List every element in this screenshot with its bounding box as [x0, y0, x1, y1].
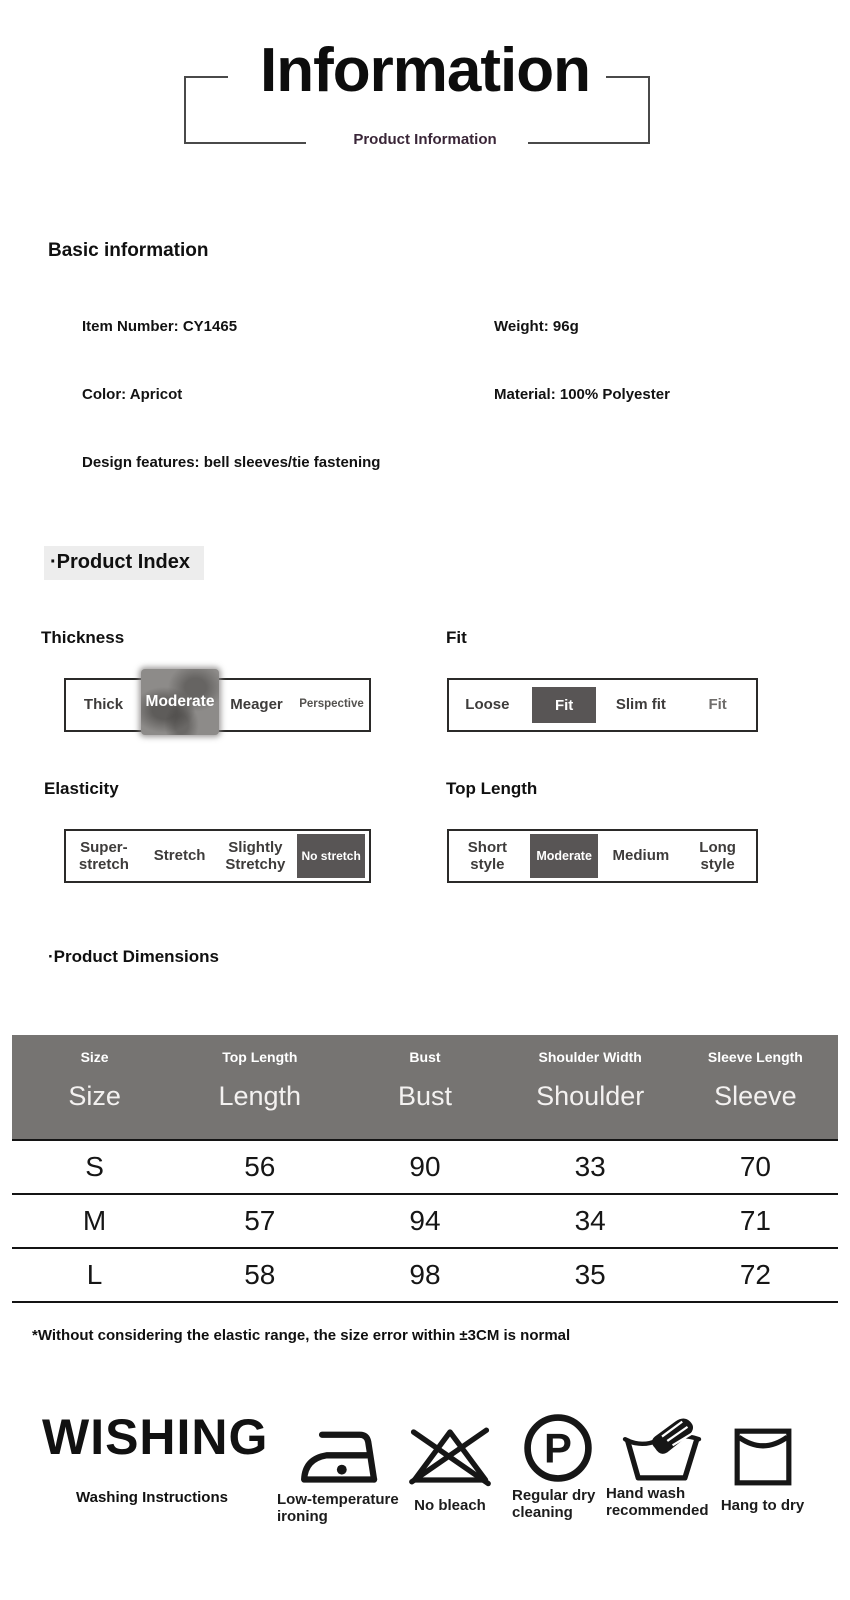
option-label: Perspective	[299, 698, 364, 711]
selected-option-chip: No stretch	[297, 834, 365, 878]
top-length-option-moderate	[526, 831, 603, 881]
selected-option-chip: Moderate	[141, 669, 219, 735]
col-header-top-length: Top Length	[222, 1049, 298, 1065]
table-row-m	[12, 1193, 838, 1247]
elasticity-option-slightly-stretchy	[218, 831, 294, 881]
elasticity-option-super-stretch	[66, 831, 142, 881]
cell-sleeve: 71	[739, 1205, 771, 1236]
option-label: Thick	[83, 696, 124, 714]
wash-item-ironing	[277, 1422, 402, 1526]
product-index-heading: ·Product Index	[44, 546, 204, 580]
wash-item-no-bleach	[400, 1422, 500, 1514]
cell-length: 58	[244, 1259, 276, 1290]
size-table-header	[12, 1035, 838, 1139]
top-length-option-medium	[603, 831, 680, 881]
cell-size: L	[86, 1259, 103, 1290]
col-header-shoulder-width: Shoulder Width	[538, 1049, 642, 1065]
fit-label: Fit	[446, 628, 467, 647]
option-label: Long style	[699, 838, 736, 873]
top-length-option-long-style	[679, 831, 756, 881]
elasticity-option-stretch	[142, 831, 218, 881]
option-label: Super-stretch	[78, 838, 129, 873]
selected-option-chip: Moderate	[530, 834, 598, 878]
fit-selector	[447, 678, 758, 732]
thickness-label: Thickness	[41, 628, 125, 647]
cell-size: S	[85, 1151, 104, 1182]
elasticity-option-no-stretch	[293, 831, 369, 881]
item-weight: Weight: 96g	[494, 318, 579, 335]
option-label: Slim fit	[615, 696, 666, 714]
wash-item-label: Hang to dry	[720, 1497, 805, 1514]
option-label: Meager	[230, 696, 283, 714]
col-header-shoulder-main: Shoulder	[536, 1081, 645, 1111]
brand-wordmark: WISHING	[42, 1409, 269, 1465]
col-header-sleeve-main: Sleeve	[714, 1081, 797, 1111]
iron-icon	[297, 1422, 383, 1488]
svg-text:P: P	[544, 1424, 572, 1472]
size-table	[12, 1035, 838, 1303]
option-label: Medium	[612, 847, 670, 865]
hang-dry-icon	[732, 1422, 794, 1488]
bracket-right-top	[606, 76, 650, 78]
col-header-bust-main: Bust	[397, 1081, 452, 1111]
hand-wash-icon	[618, 1418, 706, 1484]
cell-shoulder: 35	[574, 1259, 606, 1290]
cell-sleeve: 72	[739, 1259, 771, 1290]
product-dimensions-heading: ·Product Dimensions	[48, 947, 219, 966]
col-header-length-main: Length	[218, 1081, 302, 1111]
wash-item-label: No bleach	[414, 1497, 486, 1514]
wash-item-label: Regular dry cleaning	[512, 1487, 596, 1522]
col-header-sleeve-length: Sleeve Length	[707, 1049, 803, 1065]
wash-item-dry-clean	[508, 1420, 608, 1522]
cell-length: 56	[244, 1151, 276, 1182]
top-length-label: Top Length	[446, 779, 538, 798]
cell-sleeve: 70	[739, 1151, 771, 1182]
top-length-option-short-style	[449, 831, 526, 881]
fit-option-fit-2	[679, 680, 756, 730]
wash-item-hand-wash	[606, 1418, 718, 1520]
thickness-option-moderate	[141, 680, 219, 730]
bracket-left-top	[184, 76, 228, 78]
cell-bust: 94	[409, 1205, 441, 1236]
top-length-selector	[447, 829, 758, 883]
size-table-header-main-row	[12, 1081, 838, 1112]
no-bleach-icon	[405, 1422, 495, 1488]
basic-info-heading: Basic information	[48, 240, 209, 261]
col-header-size: Size	[80, 1049, 109, 1065]
size-table-header-top-row	[12, 1049, 838, 1065]
option-label: Stretch	[153, 847, 206, 865]
selected-option-chip: Fit	[532, 687, 596, 723]
col-header-bust: Bust	[409, 1049, 441, 1065]
table-row-l	[12, 1247, 838, 1303]
item-number: Item Number: CY1465	[82, 318, 238, 335]
thickness-option-thick	[66, 680, 141, 730]
cell-shoulder: 34	[574, 1205, 606, 1236]
option-label: Loose	[465, 696, 510, 714]
item-material: Material: 100% Polyester	[494, 386, 670, 403]
dry-clean-icon	[520, 1420, 596, 1486]
item-color: Color: Apricot	[82, 386, 183, 403]
elasticity-selector	[64, 829, 371, 883]
page-subtitle: Product Information	[353, 131, 497, 148]
cell-length: 57	[244, 1205, 276, 1236]
cell-bust: 90	[409, 1151, 441, 1182]
fit-option-fit	[526, 680, 603, 730]
table-row-s	[12, 1139, 838, 1193]
col-header-size-main: Size	[68, 1081, 121, 1111]
cell-bust: 98	[409, 1259, 441, 1290]
size-note: *Without considering the elastic range, the size error within ±3CM is normal	[32, 1327, 571, 1344]
thickness-selector	[64, 678, 371, 732]
option-label: Short style	[467, 838, 507, 873]
thickness-option-meager	[219, 680, 294, 730]
wash-item-hang-dry	[715, 1422, 810, 1514]
wash-item-label: Low-temperature ironing	[277, 1491, 399, 1526]
item-design: Design features: bell sleeves/tie fastening	[82, 454, 381, 471]
cell-shoulder: 33	[574, 1151, 606, 1182]
option-label: Fit	[708, 696, 727, 714]
washing-instructions-label: Washing Instructions	[76, 1489, 228, 1506]
fit-option-slim-fit	[603, 680, 680, 730]
fit-option-loose	[449, 680, 526, 730]
elasticity-label: Elasticity	[44, 779, 119, 798]
thickness-option-perspective	[294, 680, 369, 730]
page-title: Information	[260, 36, 590, 105]
cell-size: M	[82, 1205, 107, 1236]
wash-item-label: Hand wash recommended	[606, 1485, 709, 1520]
option-label: Slightly Stretchy	[225, 838, 286, 873]
